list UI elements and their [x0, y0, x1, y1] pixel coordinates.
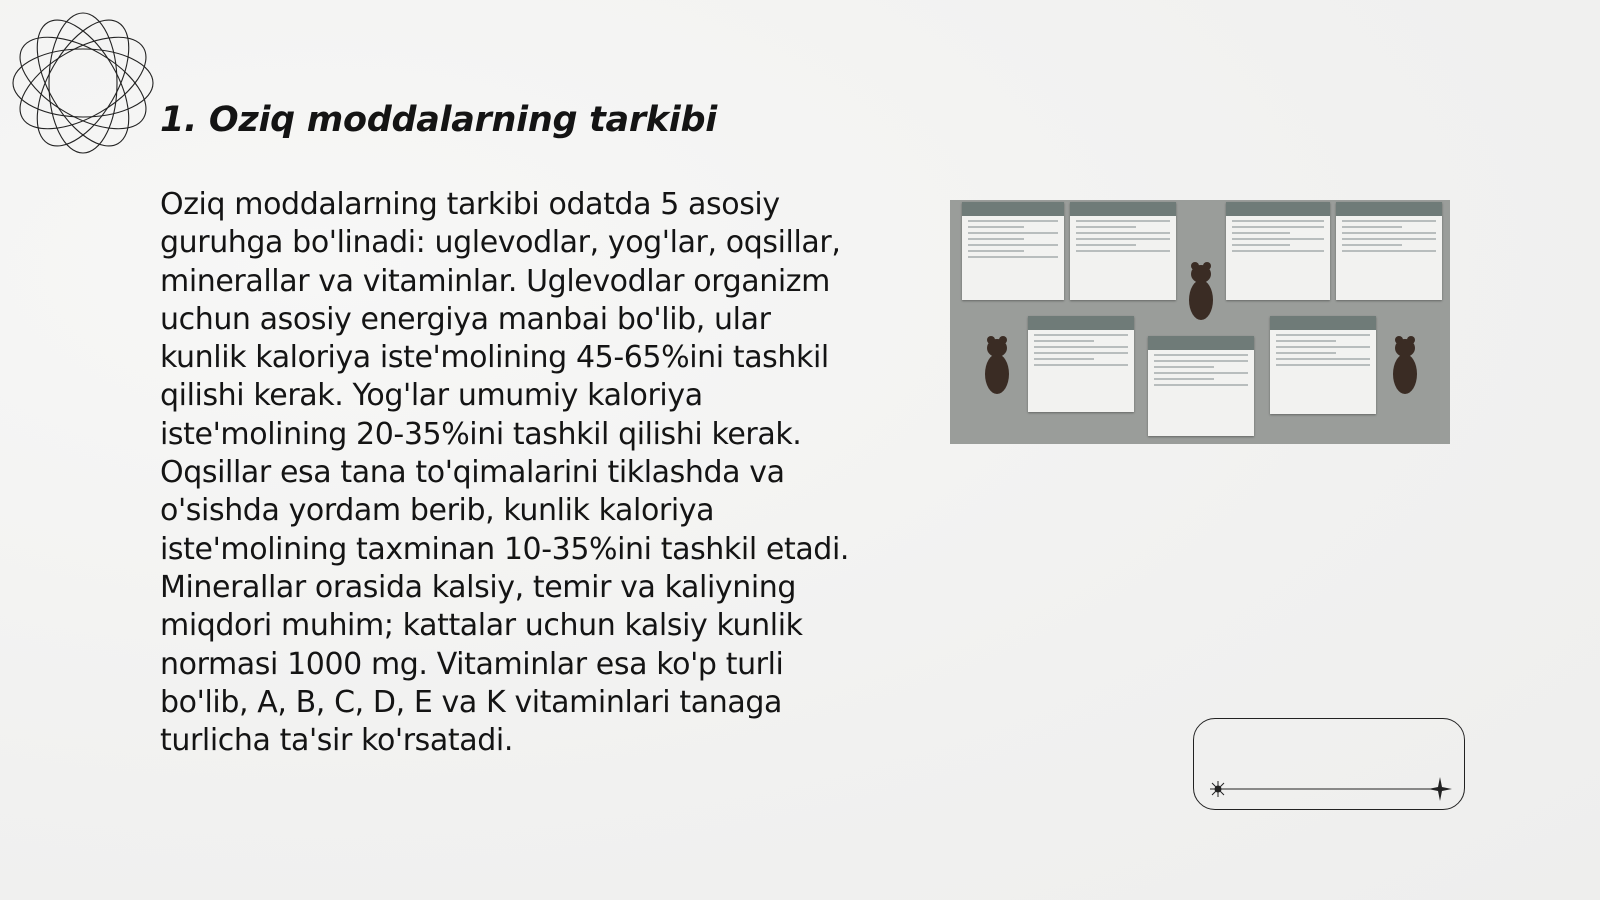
- sparkle-star-icon: [1428, 777, 1452, 801]
- screenshot-panel: [1028, 316, 1134, 412]
- sunburst-icon: [1210, 781, 1226, 797]
- bear-figure-icon: [1186, 260, 1216, 322]
- screenshot-panel: [1226, 202, 1330, 300]
- screenshot-panel: [962, 202, 1064, 300]
- slide-title: 1. Oziq moddalarning tarkibi: [160, 100, 717, 140]
- slide-body-text: Oziq moddalarning tarkibi odatda 5 asosiy guruhga bo'linadi: uglevodlar, yog'lar, oqsillar, minerallar va vitaminlar. Uglevodlar organizm uchun asosiy energiya manbai bo'lib, ular kunlik kaloriya iste'molining 45-65%ini tashkil qilishi kerak. Yog'lar umumiy kaloriya iste'molining 20-35%ini tashkil qilishi kerak. Oqsillar esa tana to'qimalarini tiklashda va o'sishda yordam berib, kunlik kaloriya iste'molining taxminan 10-35%ini tashkil etadi. Minerallar orasida kalsiy, temir va kaliyning miqdori muhim; kattalar uchun kalsiy kunlik normasi 1000 mg. Vitaminlar esa ko'p turli bo'lib, A, B, C, D, E va K vitaminlari tanaga turlicha ta'sir ko'rsatadi.: [160, 187, 850, 759]
- screenshot-panel: [1270, 316, 1376, 414]
- embedded-screenshot: [950, 200, 1450, 444]
- screenshot-panel: [1148, 336, 1254, 436]
- screenshot-panel: [1070, 202, 1176, 300]
- concentric-rings-icon: [8, 8, 158, 158]
- screenshot-panel: [1336, 202, 1442, 300]
- bear-figure-icon: [982, 334, 1012, 396]
- bear-figure-icon: [1390, 334, 1420, 396]
- timeline-decoration: [1193, 718, 1465, 810]
